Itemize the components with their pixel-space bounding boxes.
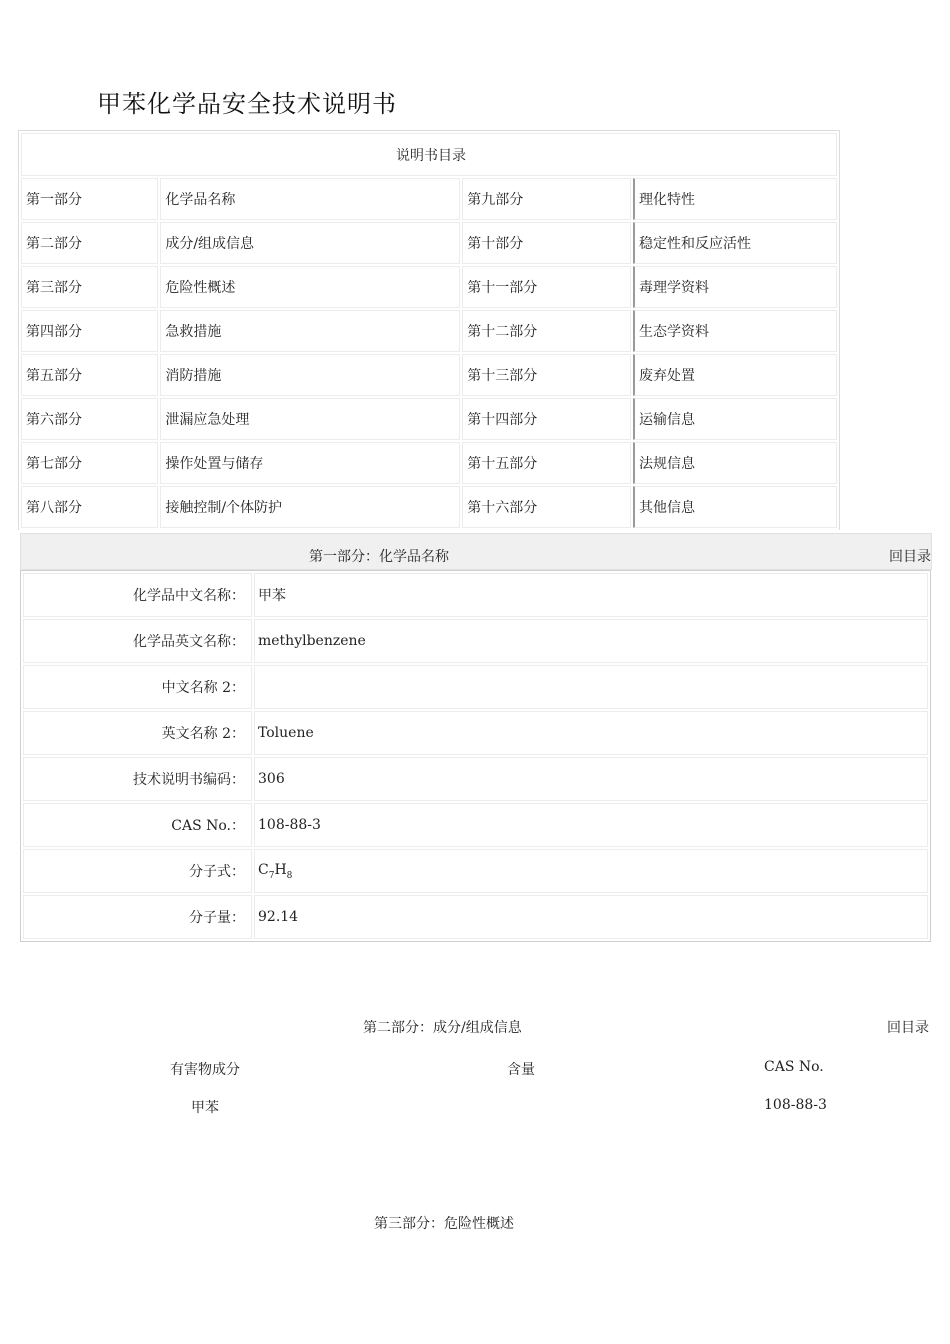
toc-cell [633, 354, 837, 396]
toc-link[interactable]: 生态学资料 [638, 324, 709, 340]
toc-cell [633, 310, 837, 352]
mw-value: 92.14 [254, 895, 928, 939]
formula-h-sub: 8 [286, 870, 293, 881]
document-title: 甲苯化学品安全技术说明书 [97, 90, 397, 118]
toc-cell [160, 222, 460, 264]
cas-label: CAS No.： [23, 803, 252, 847]
toc-part-label: 第十六部分 [462, 486, 631, 528]
cn-name2-value [254, 665, 928, 709]
toc-part-label: 第四部分 [21, 310, 158, 352]
table-row [23, 573, 928, 617]
toc-link[interactable]: 废弃处置 [638, 368, 695, 384]
formula-label: 分子式： [23, 849, 252, 893]
composition-row-name: 甲苯 [191, 1100, 219, 1116]
toc-cell [633, 266, 837, 308]
table-row [23, 711, 928, 755]
toc-link[interactable]: 急救措施 [165, 324, 222, 340]
toc-cell [160, 398, 460, 440]
toc-link[interactable]: 稳定性和反应活性 [638, 236, 751, 252]
toc-link[interactable]: 法规信息 [638, 456, 695, 472]
toc-link[interactable]: 运输信息 [638, 412, 695, 428]
cn-name-value: 甲苯 [254, 573, 928, 617]
toc-part-label: 第十二部分 [462, 310, 631, 352]
toc-link[interactable]: 化学品名称 [165, 192, 236, 208]
formula-c-sub: 7 [268, 870, 275, 881]
section1-header [20, 533, 932, 570]
toc-link[interactable]: 操作处置与储存 [165, 456, 264, 472]
toc-cell [160, 442, 460, 484]
composition-row-cas: 108-88-3 [764, 1097, 827, 1113]
toc-row [21, 442, 837, 484]
toc-link[interactable]: 其他信息 [638, 500, 695, 516]
mw-label: 分子量： [23, 895, 252, 939]
en-name2-label: 英文名称 2： [23, 711, 252, 755]
section3-title: 第三部分：危险性概述 [374, 1216, 514, 1232]
table-row [23, 849, 928, 893]
cn-name2-label: 中文名称 2： [23, 665, 252, 709]
toc-cell [160, 266, 460, 308]
table-row [23, 803, 928, 847]
code-value: 306 [254, 757, 928, 801]
code-label: 技术说明书编码： [23, 757, 252, 801]
toc-row [21, 222, 837, 264]
section2-back-to-toc-link[interactable]: 回目录 [887, 1020, 929, 1036]
table-row [23, 757, 928, 801]
toc-cell [160, 310, 460, 352]
toc-link[interactable]: 消防措施 [165, 368, 222, 384]
toc-part-label: 第七部分 [21, 442, 158, 484]
toc-part-label: 第十五部分 [462, 442, 631, 484]
toc-part-label: 第十四部分 [462, 398, 631, 440]
toc-cell [633, 222, 837, 264]
toc-heading: 说明书目录 [21, 133, 837, 176]
cas-value: 108-88-3 [254, 803, 928, 847]
formula-h: H [274, 861, 287, 878]
toc-part-label: 第十部分 [462, 222, 631, 264]
toc-row [21, 178, 837, 220]
toc-link[interactable]: 危险性概述 [165, 280, 236, 296]
composition-header-amount: 含量 [507, 1062, 535, 1078]
toc-cell [160, 178, 460, 220]
toc-part-label: 第二部分 [21, 222, 158, 264]
toc-cell [633, 442, 837, 484]
toc-link[interactable]: 毒理学资料 [638, 280, 709, 296]
formula-c: C [258, 861, 269, 878]
toc-cell [633, 398, 837, 440]
back-to-toc-link[interactable]: 回目录 [889, 549, 931, 565]
section1-title: 第一部分：化学品名称 [309, 549, 449, 565]
table-row [23, 895, 928, 939]
toc-part-label: 第一部分 [21, 178, 158, 220]
toc-cell [633, 178, 837, 220]
en-name2-value: Toluene [254, 711, 928, 755]
toc-part-label: 第十三部分 [462, 354, 631, 396]
toc-table [18, 130, 840, 530]
toc-part-label: 第九部分 [462, 178, 631, 220]
toc-part-label: 第六部分 [21, 398, 158, 440]
table-row [23, 665, 928, 709]
section2-title: 第二部分：成分/组成信息 [363, 1020, 522, 1036]
composition-header-name: 有害物成分 [170, 1062, 240, 1078]
toc-link[interactable]: 泄漏应急处理 [165, 412, 250, 428]
toc-row [21, 310, 837, 352]
en-name-label: 化学品英文名称： [23, 619, 252, 663]
toc-row [21, 354, 837, 396]
toc-cell [633, 486, 837, 528]
toc-link[interactable]: 接触控制/个体防护 [165, 500, 283, 516]
composition-header-cas: CAS No. [764, 1059, 824, 1075]
en-name-value: methylbenzene [254, 619, 928, 663]
toc-link[interactable]: 成分/组成信息 [165, 236, 255, 252]
toc-cell [160, 354, 460, 396]
toc-part-label: 第十一部分 [462, 266, 631, 308]
toc-link[interactable]: 理化特性 [638, 192, 695, 208]
cn-name-label: 化学品中文名称： [23, 573, 252, 617]
toc-part-label: 第五部分 [21, 354, 158, 396]
formula-value [254, 849, 928, 893]
toc-cell [160, 486, 460, 528]
table-row [23, 619, 928, 663]
toc-row [21, 398, 837, 440]
toc-part-label: 第三部分 [21, 266, 158, 308]
toc-row [21, 266, 837, 308]
toc-row [21, 486, 837, 528]
toc-part-label: 第八部分 [21, 486, 158, 528]
chemical-name-table [20, 570, 931, 942]
